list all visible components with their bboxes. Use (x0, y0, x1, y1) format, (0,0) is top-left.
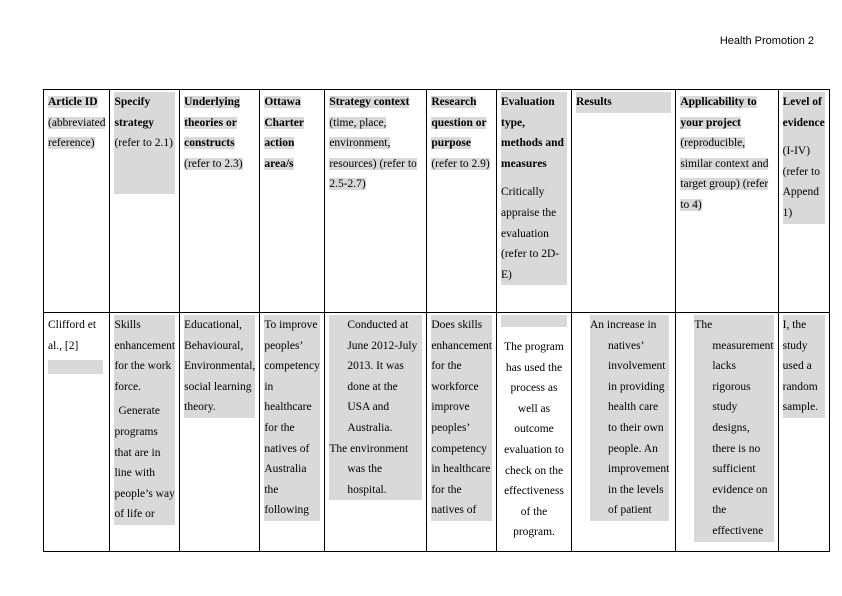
cell-ottawa: To improve peoples’ competency in healthcare for the natives of Australia the following (260, 313, 325, 552)
header-cell-level: Level of evidence (I-IV) (refer to Append 1) (778, 90, 829, 313)
cell-theories: Educational, Behavioural, Environmental, social learning theory. (180, 313, 260, 552)
cell-evaluation: The program has used the process as well as outcome evaluation to check on the effectiveness of the program. (497, 313, 572, 552)
cell-results: An increase in natives’ involvement in providing health care to their own people. An improvement in the levels of patient (572, 313, 676, 552)
header-cell-results: Results (572, 90, 676, 313)
table-row (44, 313, 830, 552)
header-cell-applicability: Applicability to your project (reproducible, similar context and target group) (refer to 4) (676, 90, 778, 313)
header-cell-theories: Underlying theories or constructs (refer to 2.3) (180, 90, 260, 313)
cell-strategy: Skills enhancement for the work force. Generate programs that are in line with people’s way of life or (110, 313, 180, 552)
evidence-table (43, 89, 830, 552)
header-cell-strategy: Specify strategy (refer to 2.1) (110, 90, 180, 313)
header-cell-context: Strategy context (time, place, environment, resources) (refer to 2.5-2.7) (325, 90, 427, 313)
header-cell-research: Research question or purpose (refer to 2.9) (427, 90, 497, 313)
cell-level: I, the study used a random sample. (778, 313, 829, 552)
cell-context: Conducted at June 2012-July 2013. It was done at the USA and Australia. The environment was the hospital. (325, 313, 427, 552)
cell-article: Clifford et al., [2] (44, 313, 110, 552)
header-cell-ottawa: Ottawa Charter action area/s (260, 90, 325, 313)
cell-research: Does skills enhancement for the workforce improve peoples’ competency in healthcare for the natives of (427, 313, 497, 552)
page-header: Health Promotion 2 (719, 35, 814, 47)
header-cell-article-id: Article ID (abbreviated reference) (44, 90, 110, 313)
header-row (44, 90, 830, 313)
cell-applicability: The measurement lacks rigorous study designs, there is no sufficient evidence on the effectivene (676, 313, 778, 552)
header-cell-evaluation: Evaluation type, methods and measures Critically appraise the evaluation (refer to 2D-E) (497, 90, 572, 313)
